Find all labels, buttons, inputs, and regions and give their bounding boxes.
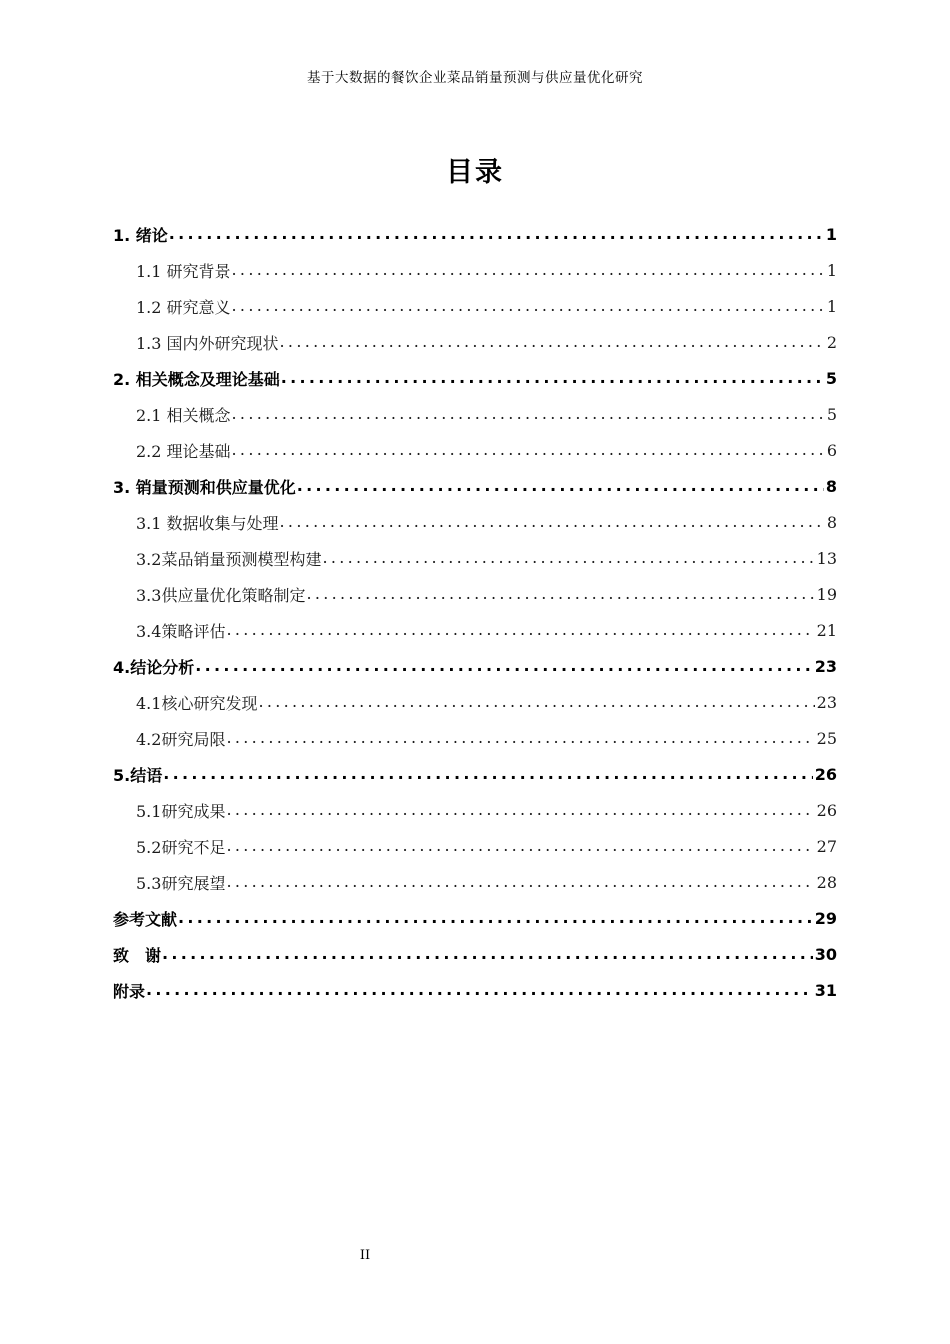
toc-entry-3-2[interactable] — [113, 540, 837, 576]
toc-entry-page: 2 — [826, 332, 837, 352]
toc-title: 目录 — [446, 157, 504, 188]
toc-entry-page: 26 — [816, 800, 837, 820]
dot-leader — [322, 550, 814, 566]
toc-entry-page: 23 — [816, 692, 837, 712]
toc-entry-5-3[interactable] — [113, 864, 837, 900]
dot-leader — [226, 730, 814, 746]
running-header: 基于大数据的餐饮企业菜品销量预测与供应量优化研究 — [307, 70, 643, 86]
toc-entry-page: 26 — [814, 764, 837, 784]
toc-entry-page: 1 — [825, 224, 837, 244]
toc-entry-label: 3.1 数据收集与处理 — [136, 513, 279, 533]
toc-entry-label: 2. 相关概念及理论基础 — [113, 369, 280, 389]
toc-entry-3-4[interactable] — [113, 612, 837, 648]
dot-leader — [297, 478, 824, 494]
dot-leader — [232, 406, 825, 422]
dot-leader — [281, 370, 824, 386]
toc-entry-page: 6 — [826, 440, 837, 460]
toc-entry-label: 5.结语 — [113, 765, 163, 785]
toc-entry-label: 4.1核心研究发现 — [136, 693, 258, 713]
toc-entry-3-3[interactable] — [113, 576, 837, 612]
toc-entry-label: 3.2菜品销量预测模型构建 — [136, 549, 322, 569]
dot-leader — [280, 514, 825, 530]
dot-leader — [226, 622, 814, 638]
dot-leader — [226, 874, 814, 890]
page-number: II — [359, 1248, 371, 1263]
toc-entry-page: 28 — [816, 872, 837, 892]
toc-entry-1[interactable] — [113, 216, 837, 252]
toc-entry-label: 2.2 理论基础 — [136, 441, 231, 461]
toc-entry-1-1[interactable] — [113, 252, 837, 288]
dot-leader — [280, 334, 825, 350]
dot-leader — [232, 298, 825, 314]
dot-leader — [258, 694, 814, 710]
toc-entry-label: 致 谢 — [113, 945, 162, 965]
toc-entry-page: 31 — [814, 980, 837, 1000]
dot-leader — [195, 658, 813, 674]
toc-entry-label: 4.2研究局限 — [136, 729, 226, 749]
toc-entry-label: 3. 销量预测和供应量优化 — [113, 477, 296, 497]
toc-entry-page: 5 — [826, 404, 837, 424]
dot-leader — [163, 766, 813, 782]
toc-entry-label: 5.3研究展望 — [136, 873, 226, 893]
dot-leader — [169, 226, 824, 242]
table-of-contents — [113, 216, 837, 1008]
toc-entry-page: 25 — [816, 728, 837, 748]
toc-entry-appendix[interactable] — [113, 972, 837, 1008]
toc-entry-page: 8 — [826, 512, 837, 532]
toc-entry-4-1[interactable] — [113, 684, 837, 720]
toc-entry-page: 1 — [826, 296, 837, 316]
dot-leader — [226, 802, 814, 818]
toc-entry-label: 1. 绪论 — [113, 225, 168, 245]
dot-leader — [306, 586, 814, 602]
dot-leader — [162, 946, 813, 962]
toc-entry-4[interactable] — [113, 648, 837, 684]
toc-entry-1-3[interactable] — [113, 324, 837, 360]
toc-entry-label: 2.1 相关概念 — [136, 405, 231, 425]
toc-entry-acknowledgements[interactable] — [113, 936, 837, 972]
dot-leader — [232, 262, 825, 278]
dot-leader — [226, 838, 814, 854]
toc-entry-label: 3.3供应量优化策略制定 — [136, 585, 306, 605]
toc-entry-page: 27 — [816, 836, 837, 856]
toc-entry-label: 4.结论分析 — [113, 657, 195, 677]
toc-entry-4-2[interactable] — [113, 720, 837, 756]
dot-leader — [232, 442, 825, 458]
toc-entry-5-1[interactable] — [113, 792, 837, 828]
toc-entry-label: 5.1研究成果 — [136, 801, 226, 821]
toc-entry-label: 5.2研究不足 — [136, 837, 226, 857]
toc-entry-2[interactable] — [113, 360, 837, 396]
toc-entry-label: 参考文献 — [113, 909, 178, 929]
dot-leader — [178, 910, 813, 926]
toc-entry-label: 1.3 国内外研究现状 — [136, 333, 279, 353]
toc-entry-label: 附录 — [113, 981, 146, 1001]
toc-entry-5-2[interactable] — [113, 828, 837, 864]
toc-entry-2-1[interactable] — [113, 396, 837, 432]
toc-entry-page: 23 — [814, 656, 837, 676]
toc-entry-label: 3.4策略评估 — [136, 621, 226, 641]
toc-entry-page: 13 — [816, 548, 837, 568]
toc-entry-page: 19 — [816, 584, 837, 604]
toc-entry-references[interactable] — [113, 900, 837, 936]
toc-entry-page: 21 — [816, 620, 837, 640]
toc-entry-page: 29 — [814, 908, 837, 928]
toc-entry-label: 1.2 研究意义 — [136, 297, 231, 317]
dot-leader — [146, 982, 813, 998]
toc-entry-page: 5 — [825, 368, 837, 388]
toc-entry-2-2[interactable] — [113, 432, 837, 468]
toc-entry-page: 30 — [814, 944, 837, 964]
toc-entry-5[interactable] — [113, 756, 837, 792]
toc-entry-page: 1 — [826, 260, 837, 280]
toc-entry-3-1[interactable] — [113, 504, 837, 540]
toc-entry-page: 8 — [825, 476, 837, 496]
toc-entry-3[interactable] — [113, 468, 837, 504]
toc-entry-label: 1.1 研究背景 — [136, 261, 231, 281]
toc-entry-1-2[interactable] — [113, 288, 837, 324]
